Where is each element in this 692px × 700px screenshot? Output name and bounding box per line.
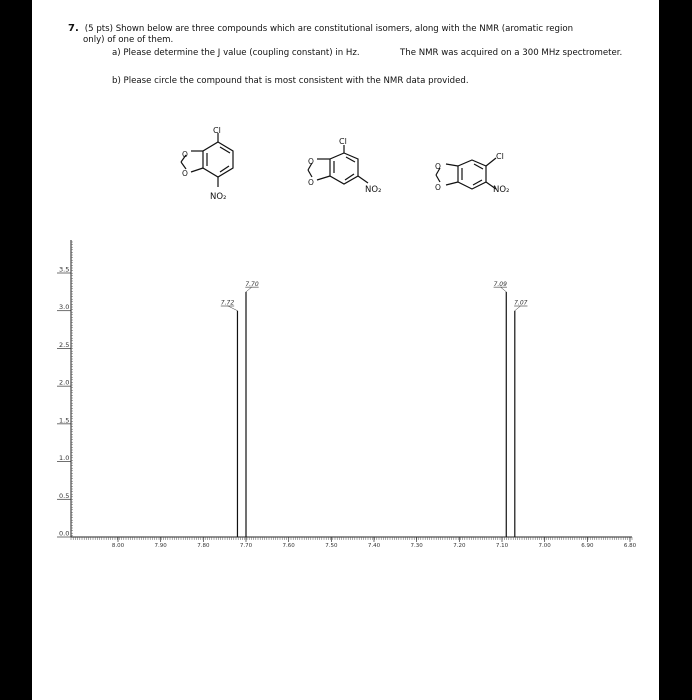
y-tick-label: 1.0 xyxy=(59,454,70,463)
x-tick-label: 7.70 xyxy=(239,543,253,549)
x-tick-label: 7.20 xyxy=(453,543,466,549)
worksheet-page xyxy=(32,0,659,700)
y-tick-label: 0.0 xyxy=(59,529,70,538)
question-intro-continued: only) of one of them. xyxy=(83,35,174,45)
x-tick-label: 7.10 xyxy=(495,543,509,549)
x-tick-label: 7.40 xyxy=(367,543,381,549)
y-tick-label: 2.5 xyxy=(59,340,70,349)
x-tick-label: 6.80 xyxy=(623,543,637,549)
compound-3-o-bottom: O xyxy=(435,183,441,192)
compound-2-cl-label: Cl xyxy=(339,137,347,146)
y-tick-label: 1.5 xyxy=(59,416,70,425)
y-tick-label: 2.0 xyxy=(59,378,70,387)
x-tick-label: 7.80 xyxy=(197,543,210,549)
nmr-axes xyxy=(57,240,637,549)
nmr-peaks xyxy=(221,281,528,537)
nmr-spectrum xyxy=(32,0,659,700)
compound-1-no2-label: NO₂ xyxy=(210,192,227,202)
peak-label: 7.72 xyxy=(220,299,235,307)
compound-3-cl-label: Cl xyxy=(496,152,504,161)
x-tick-label: 8.00 xyxy=(111,543,125,549)
y-tick-label: 0.5 xyxy=(59,491,70,500)
peak-label: 7.07 xyxy=(514,299,528,307)
peak-label: 7.70 xyxy=(245,280,259,288)
spectrometer-note: The NMR was acquired on a 300 MHz spectrometer. xyxy=(400,48,623,58)
x-tick-label: 6.90 xyxy=(581,543,594,549)
compound-1-cl-label: Cl xyxy=(213,126,221,135)
y-tick-label: 3.0 xyxy=(59,303,70,312)
compound-3-no2-label: NO₂ xyxy=(493,185,510,195)
x-tick-label: 7.30 xyxy=(410,543,423,549)
question-part-b: b) Please circle the compound that is most consistent with the NMR data provided. xyxy=(112,76,469,86)
y-tick-label: 3.5 xyxy=(59,265,70,274)
compound-2-o-top: O xyxy=(308,157,314,166)
compound-2-o-bottom: O xyxy=(308,178,314,187)
x-tick-label: 7.90 xyxy=(154,543,167,549)
x-tick-label: 7.60 xyxy=(282,543,295,549)
compound-3-o-top: O xyxy=(435,162,441,171)
compound-1-o-top: O xyxy=(182,150,188,159)
peak-label: 7.09 xyxy=(493,280,507,288)
question-part-a: a) Please determine the J value (coupling constant) in Hz. xyxy=(112,48,360,58)
compound-2-no2-label: NO₂ xyxy=(365,185,382,195)
compound-1-o-bottom: O xyxy=(182,169,188,178)
x-tick-label: 7.50 xyxy=(325,543,338,549)
question-intro: 7. (5 pts) Shown below are three compounds which are constitutional isomers, along with the NMR (aromatic region xyxy=(68,23,574,34)
x-tick-label: 7.00 xyxy=(538,543,551,549)
question-number: 7. xyxy=(68,23,79,34)
